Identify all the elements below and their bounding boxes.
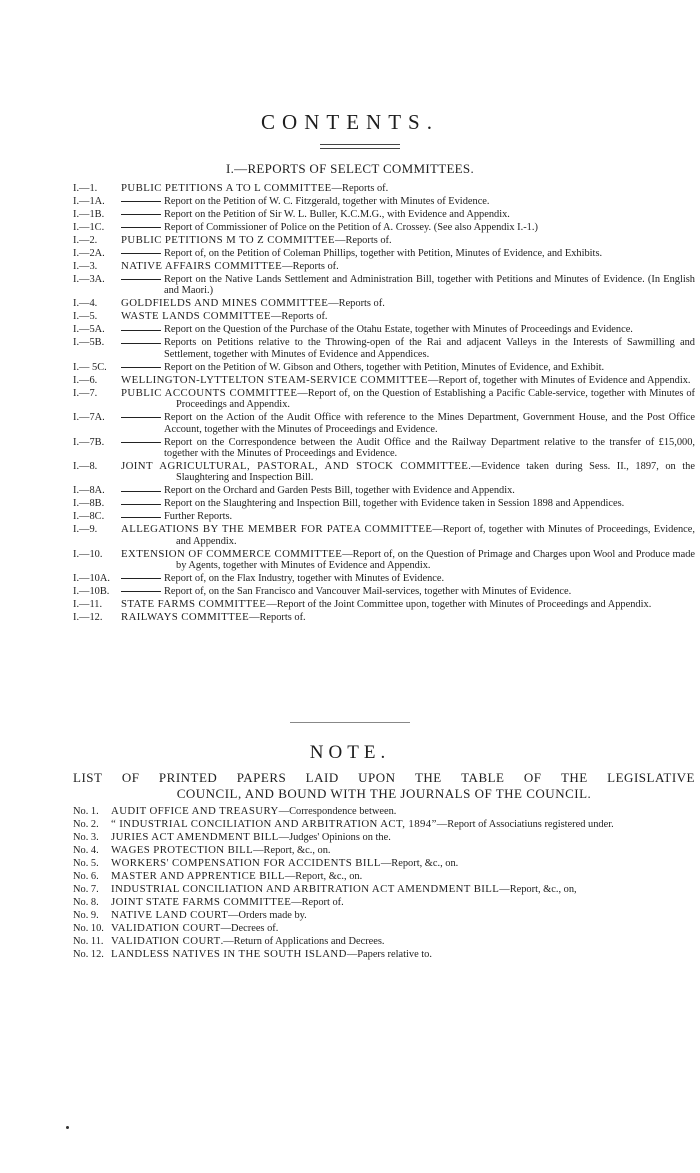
- council-paper-entry: [73, 897, 695, 908]
- council-paper-entry: [73, 949, 695, 960]
- list-heading-word: PRINTED: [158, 770, 218, 785]
- council-paper-entry-description: —Report, &c., on.: [380, 858, 459, 869]
- contents-entry: [73, 337, 695, 360]
- contents-entry: [73, 388, 695, 411]
- list-heading-word: LIST: [73, 770, 103, 785]
- contents-entry-code: I.—3.: [73, 261, 98, 272]
- contents-title: CONTENTS.: [261, 110, 439, 134]
- council-paper-entry-code: No. 2.: [73, 819, 99, 830]
- contents-entry: [73, 573, 695, 584]
- contents-entry-description: —Report of the Joint Committee upon, together with Minutes of Proceedings and Appendix.: [266, 599, 652, 611]
- ditto-dash: [121, 330, 161, 331]
- council-paper-entry-description: —Report, &c., on.: [253, 845, 331, 856]
- council-paper-entry-code: No. 10.: [73, 923, 104, 934]
- contents-entry-code: I.—8C.: [73, 511, 105, 523]
- council-paper-entry-title: VALIDATION COURT: [111, 935, 221, 947]
- council-paper-entry-description: —Decrees of.: [220, 923, 279, 934]
- contents-entry: [73, 461, 695, 484]
- contents-entry-description: —Reports of.: [249, 612, 306, 624]
- ditto-dash: [121, 591, 161, 592]
- contents-entry-title: JOINT AGRICULTURAL, PASTORAL, AND STOCK COMMITTEE: [121, 460, 469, 473]
- contents-entry-description: —Report of, on the Question of Establishing a Pacific Cable-service, together with Minutes of Proceedings and Appendix.: [176, 387, 695, 411]
- council-paper-entry-code: No. 3.: [73, 832, 99, 843]
- contents-entry-code: I.—1C.: [73, 222, 105, 233]
- contents-entry: [73, 311, 695, 322]
- contents-entry-title: PUBLIC ACCOUNTS COMMITTEE: [121, 386, 298, 399]
- ditto-dash: [121, 367, 161, 368]
- contents-entry-title: WASTE LANDS COMMITTEE: [121, 310, 271, 323]
- council-paper-entry-code: No. 7.: [73, 884, 99, 895]
- council-paper-entry-code: No. 6.: [73, 871, 99, 882]
- council-paper-entry-code: No. 9.: [73, 910, 99, 921]
- contents-entry-description: —Report of, together with Minutes of Proceedings, Evidence, and Appendix.: [176, 524, 695, 547]
- ditto-dash: [121, 504, 161, 505]
- contents-entry: [73, 261, 695, 272]
- council-paper-entry: [73, 819, 695, 830]
- contents-entry: [73, 362, 695, 373]
- contents-entry-description: —Report of, together with Minutes of Evidence and Appendix.: [427, 374, 691, 386]
- contents-entry-code: I.—1A.: [73, 196, 105, 207]
- contents-entry-code: I.—1.: [73, 183, 98, 194]
- contents-entry-description: Report on the Question of the Purchase of the Otahu Estate, together with Minutes of Proceedings and Evidence.: [164, 324, 633, 336]
- contents-entry-code: I.—6.: [73, 374, 98, 386]
- list-heading-line2: COUNCIL, AND BOUND WITH THE JOURNALS OF THE COUNCIL.: [176, 786, 592, 801]
- contents-entry-title: RAILWAYS COMMITTEE: [121, 611, 250, 624]
- contents-entry-description: Report on the Petition of W. C. Fitzgerald, together with Minutes of Evidence.: [164, 196, 490, 207]
- council-paper-entry-description: —Judges' Opinions on the.: [278, 832, 391, 843]
- council-paper-entry-title: INDUSTRIAL CONCILIATION AND ARBITRATION ACT AMENDMENT BILL: [111, 883, 500, 895]
- contents-entry-description: —Reports of.: [335, 235, 392, 246]
- contents-entry-title: NATIVE AFFAIRS COMMITTEE: [121, 260, 283, 272]
- note-title: NOTE.: [309, 742, 391, 763]
- council-paper-entry-code: No. 4.: [73, 845, 99, 856]
- contents-entry-description: Report on the Correspondence between the Audit Office and the Railway Department relative to the transfer of £15,000, together with the Minutes of Proceedings and Evidence.: [164, 436, 695, 460]
- contents-entry-code: I.—7B.: [73, 436, 105, 448]
- list-heading-word: LEGISLATIVE: [607, 770, 695, 785]
- contents-entry-code: I.—2.: [73, 235, 98, 246]
- council-paper-entry: [73, 871, 695, 882]
- contents-entry: [73, 183, 695, 194]
- ditto-dash: [121, 578, 161, 579]
- council-papers-list: [73, 806, 695, 962]
- contents-entry-code: I.—9.: [73, 524, 98, 536]
- council-paper-entry-code: No. 5.: [73, 858, 99, 869]
- contents-entry-title: STATE FARMS COMMITTEE: [121, 598, 267, 611]
- ditto-dash: [121, 517, 161, 518]
- council-paper-entry-description: .—Return of Applications and Decrees.: [220, 936, 385, 947]
- contents-entry-description: Further Reports.: [164, 511, 233, 523]
- contents-entry-code: I.—8A.: [73, 485, 105, 497]
- list-heading: [73, 770, 695, 802]
- contents-entry: [73, 612, 695, 623]
- contents-entry-description: —Reports of.: [331, 183, 389, 194]
- council-paper-entry-code: No. 8.: [73, 897, 99, 908]
- council-paper-entry-code: No. 11.: [73, 936, 104, 947]
- council-paper-entry: [73, 910, 695, 921]
- section-divider: [290, 722, 410, 723]
- contents-entry-title: PUBLIC PETITIONS A TO L COMMITTEE: [121, 182, 332, 194]
- ditto-dash: [121, 442, 161, 443]
- council-paper-entry-description: —Correspondence between.: [278, 806, 397, 817]
- list-heading-line1: [73, 770, 695, 786]
- contents-entry-description: Reports on Petitions relative to the Throwing-open of the Rai and adjacent Valleys in the Interests of Sawmilling and Settlement, together with Minutes of Evidence and Appendices.: [164, 337, 695, 360]
- committee-entries-list: [73, 183, 695, 625]
- council-paper-entry-description: —Report of Associatiuns registered under.: [436, 819, 614, 830]
- section-heading: I.—REPORTS OF SELECT COMMITTEES.: [225, 161, 475, 176]
- council-paper-entry-title: MASTER AND APPRENTICE BILL: [111, 870, 285, 882]
- council-paper-entry-description: —Report, &c., on.: [284, 871, 363, 882]
- council-paper-entry-code: No. 1.: [73, 806, 99, 817]
- council-paper-entry-code: No. 12.: [73, 949, 104, 960]
- contents-entry-code: I.—7.: [73, 387, 98, 399]
- council-paper-entry-description: —Report of.: [291, 897, 344, 908]
- contents-entry: [73, 437, 695, 460]
- contents-entry-title: EXTENSION OF COMMERCE COMMITTEE: [121, 547, 343, 560]
- list-heading-word: OF: [121, 770, 140, 785]
- contents-entry: [73, 375, 695, 386]
- contents-entry-description: Report on the Orchard and Garden Pests Bill, together with Evidence and Appendix.: [164, 485, 515, 497]
- contents-entry: [73, 511, 695, 522]
- council-paper-entry-title: AUDIT OFFICE AND TREASURY: [111, 805, 279, 817]
- contents-entry: [73, 412, 695, 435]
- council-paper-entry-title: LANDLESS NATIVES IN THE SOUTH ISLAND: [111, 948, 347, 960]
- ditto-dash: [121, 491, 161, 492]
- council-paper-entry-title: WORKERS' COMPENSATION FOR ACCIDENTS BILL: [111, 857, 381, 869]
- contents-entry-description: Report on the Petition of Sir W. L. Buller, K.C.M.G., with Evidence and Appendix.: [164, 209, 510, 220]
- council-paper-entry: [73, 845, 695, 856]
- contents-entry-code: I.—8B.: [73, 498, 105, 510]
- contents-entry-description: Report of, on the Flax Industry, together with Minutes of Evidence.: [164, 573, 445, 585]
- contents-entry-title: ALLEGATIONS BY THE MEMBER FOR PATEA COMMITTEE: [121, 523, 433, 536]
- contents-entry: [73, 498, 695, 509]
- title-double-rule: [320, 144, 400, 149]
- contents-entry-title: PUBLIC PETITIONS M TO Z COMMITTEE: [121, 234, 336, 246]
- contents-entry-code: I.—10B.: [73, 586, 110, 598]
- contents-entry-description: Report on the Petition of W. Gibson and Others, together with Petition, Minutes of Evidence, and Exhibit.: [164, 361, 605, 373]
- ditto-dash: [121, 253, 161, 254]
- list-heading-word: PAPERS: [236, 770, 287, 785]
- list-heading-word: THE: [414, 770, 442, 785]
- contents-entry-description: —Reports of.: [270, 311, 328, 323]
- contents-entry-title: GOLDFIELDS AND MINES COMMITTEE: [121, 297, 329, 310]
- list-heading-word: TABLE: [461, 770, 505, 785]
- contents-entry: [73, 235, 695, 246]
- council-paper-entry-title: “ INDUSTRIAL CONCILIATION AND ARBITRATION ACT, 1894”: [111, 818, 437, 830]
- contents-entry-description: Report of Commissioner of Police on the Petition of A. Crossey. (See also Appendix I.-1.): [164, 222, 538, 233]
- council-paper-entry: [73, 832, 695, 843]
- contents-entry-title: WELLINGTON-LYTTELTON STEAM-SERVICE COMMITTEE: [121, 373, 428, 386]
- list-heading-word: OF: [523, 770, 542, 785]
- contents-entry-description: Report on the Slaughtering and Inspection Bill, together with Evidence taken in Session 1898 and Appendices.: [164, 498, 625, 510]
- ditto-dash: [121, 214, 161, 215]
- contents-entry-code: I.—8.: [73, 461, 98, 473]
- contents-entry-code: I.—5.: [73, 311, 98, 323]
- contents-entry-code: I.—10.: [73, 548, 103, 560]
- list-heading-word: LAID: [305, 770, 339, 785]
- contents-entry-code: I.—1B.: [73, 209, 105, 220]
- council-paper-entry-description: —Orders made by.: [228, 910, 307, 921]
- contents-entry-description: —Reports of.: [328, 298, 385, 310]
- contents-entry-description: Report on the Action of the Audit Office with reference to the Mines Department, Government House, and the Post Office Account, together with the Minutes of Proceedings and Evidence.: [164, 412, 695, 435]
- council-paper-entry: [73, 884, 695, 895]
- council-paper-entry-title: VALIDATION COURT: [111, 922, 221, 934]
- contents-entry: [73, 222, 695, 233]
- contents-entry-code: I.—11.: [73, 599, 103, 611]
- ditto-dash: [121, 201, 161, 202]
- contents-entry-code: I.—5A.: [73, 324, 105, 336]
- contents-entry: [73, 549, 695, 572]
- ditto-dash: [121, 227, 161, 228]
- contents-entry: [73, 209, 695, 220]
- council-paper-entry-title: JOINT STATE FARMS COMMITTEE: [111, 896, 292, 908]
- list-heading-word: UPON: [358, 770, 396, 785]
- contents-entry-code: I.—3A.: [73, 274, 105, 285]
- contents-entry-description: Report of, on the San Francisco and Vancouver Mail-services, together with Minutes of Evidence.: [164, 586, 572, 598]
- council-paper-entry: [73, 858, 695, 869]
- contents-entry-description: .—Evidence taken during Sess. II., 1897, on the Slaughtering and Inspection Bill.: [176, 461, 695, 484]
- contents-entry-description: —Reports of.: [282, 261, 339, 272]
- council-paper-entry-description: —Report, &c., on,: [499, 884, 577, 895]
- contents-entry: [73, 586, 695, 597]
- contents-entry: [73, 324, 695, 335]
- contents-entry: [73, 196, 695, 207]
- contents-entry-code: I.—10A.: [73, 573, 110, 585]
- contents-entry: [73, 298, 695, 309]
- contents-entry: [73, 485, 695, 496]
- list-heading-word: THE: [560, 770, 588, 785]
- contents-entry-code: I.—7A.: [73, 412, 105, 424]
- ditto-dash: [121, 417, 161, 418]
- contents-entry: [73, 524, 695, 547]
- council-paper-entry-title: WAGES PROTECTION BILL: [111, 844, 254, 856]
- council-paper-entry-description: —Papers relative to.: [346, 949, 432, 960]
- council-paper-entry: [73, 806, 695, 817]
- contents-entry-description: Report of, on the Petition of Coleman Phillips, together with Petition, Minutes of Evidence, and Exhibits.: [164, 248, 603, 259]
- contents-entry-description: Report on the Native Lands Settlement and Administration Bill, together with Petitions and Minutes of Evidence. (In English and Maori.): [164, 274, 695, 297]
- council-paper-entry: [73, 923, 695, 934]
- council-paper-entry-title: NATIVE LAND COURT: [111, 909, 229, 921]
- contents-entry-code: I.—2A.: [73, 248, 105, 259]
- contents-entry-code: I.— 5C.: [73, 361, 107, 373]
- contents-entry: [73, 599, 695, 610]
- contents-entry-code: I.—5B.: [73, 337, 105, 349]
- contents-entry: [73, 274, 695, 297]
- contents-entry: [73, 248, 695, 259]
- contents-entry-description: —Report of, on the Question of Primage and Charges upon Wool and Produce made by Agents, together with Minutes of Evidence and Appendix.: [176, 548, 696, 572]
- ditto-dash: [121, 279, 161, 280]
- contents-entry-code: I.—12.: [73, 612, 103, 624]
- ditto-dash: [121, 343, 161, 344]
- council-paper-entry: [73, 936, 695, 947]
- margin-mark: [66, 1126, 69, 1129]
- council-paper-entry-title: JURIES ACT AMENDMENT BILL: [111, 831, 279, 843]
- contents-entry-code: I.—4.: [73, 298, 98, 310]
